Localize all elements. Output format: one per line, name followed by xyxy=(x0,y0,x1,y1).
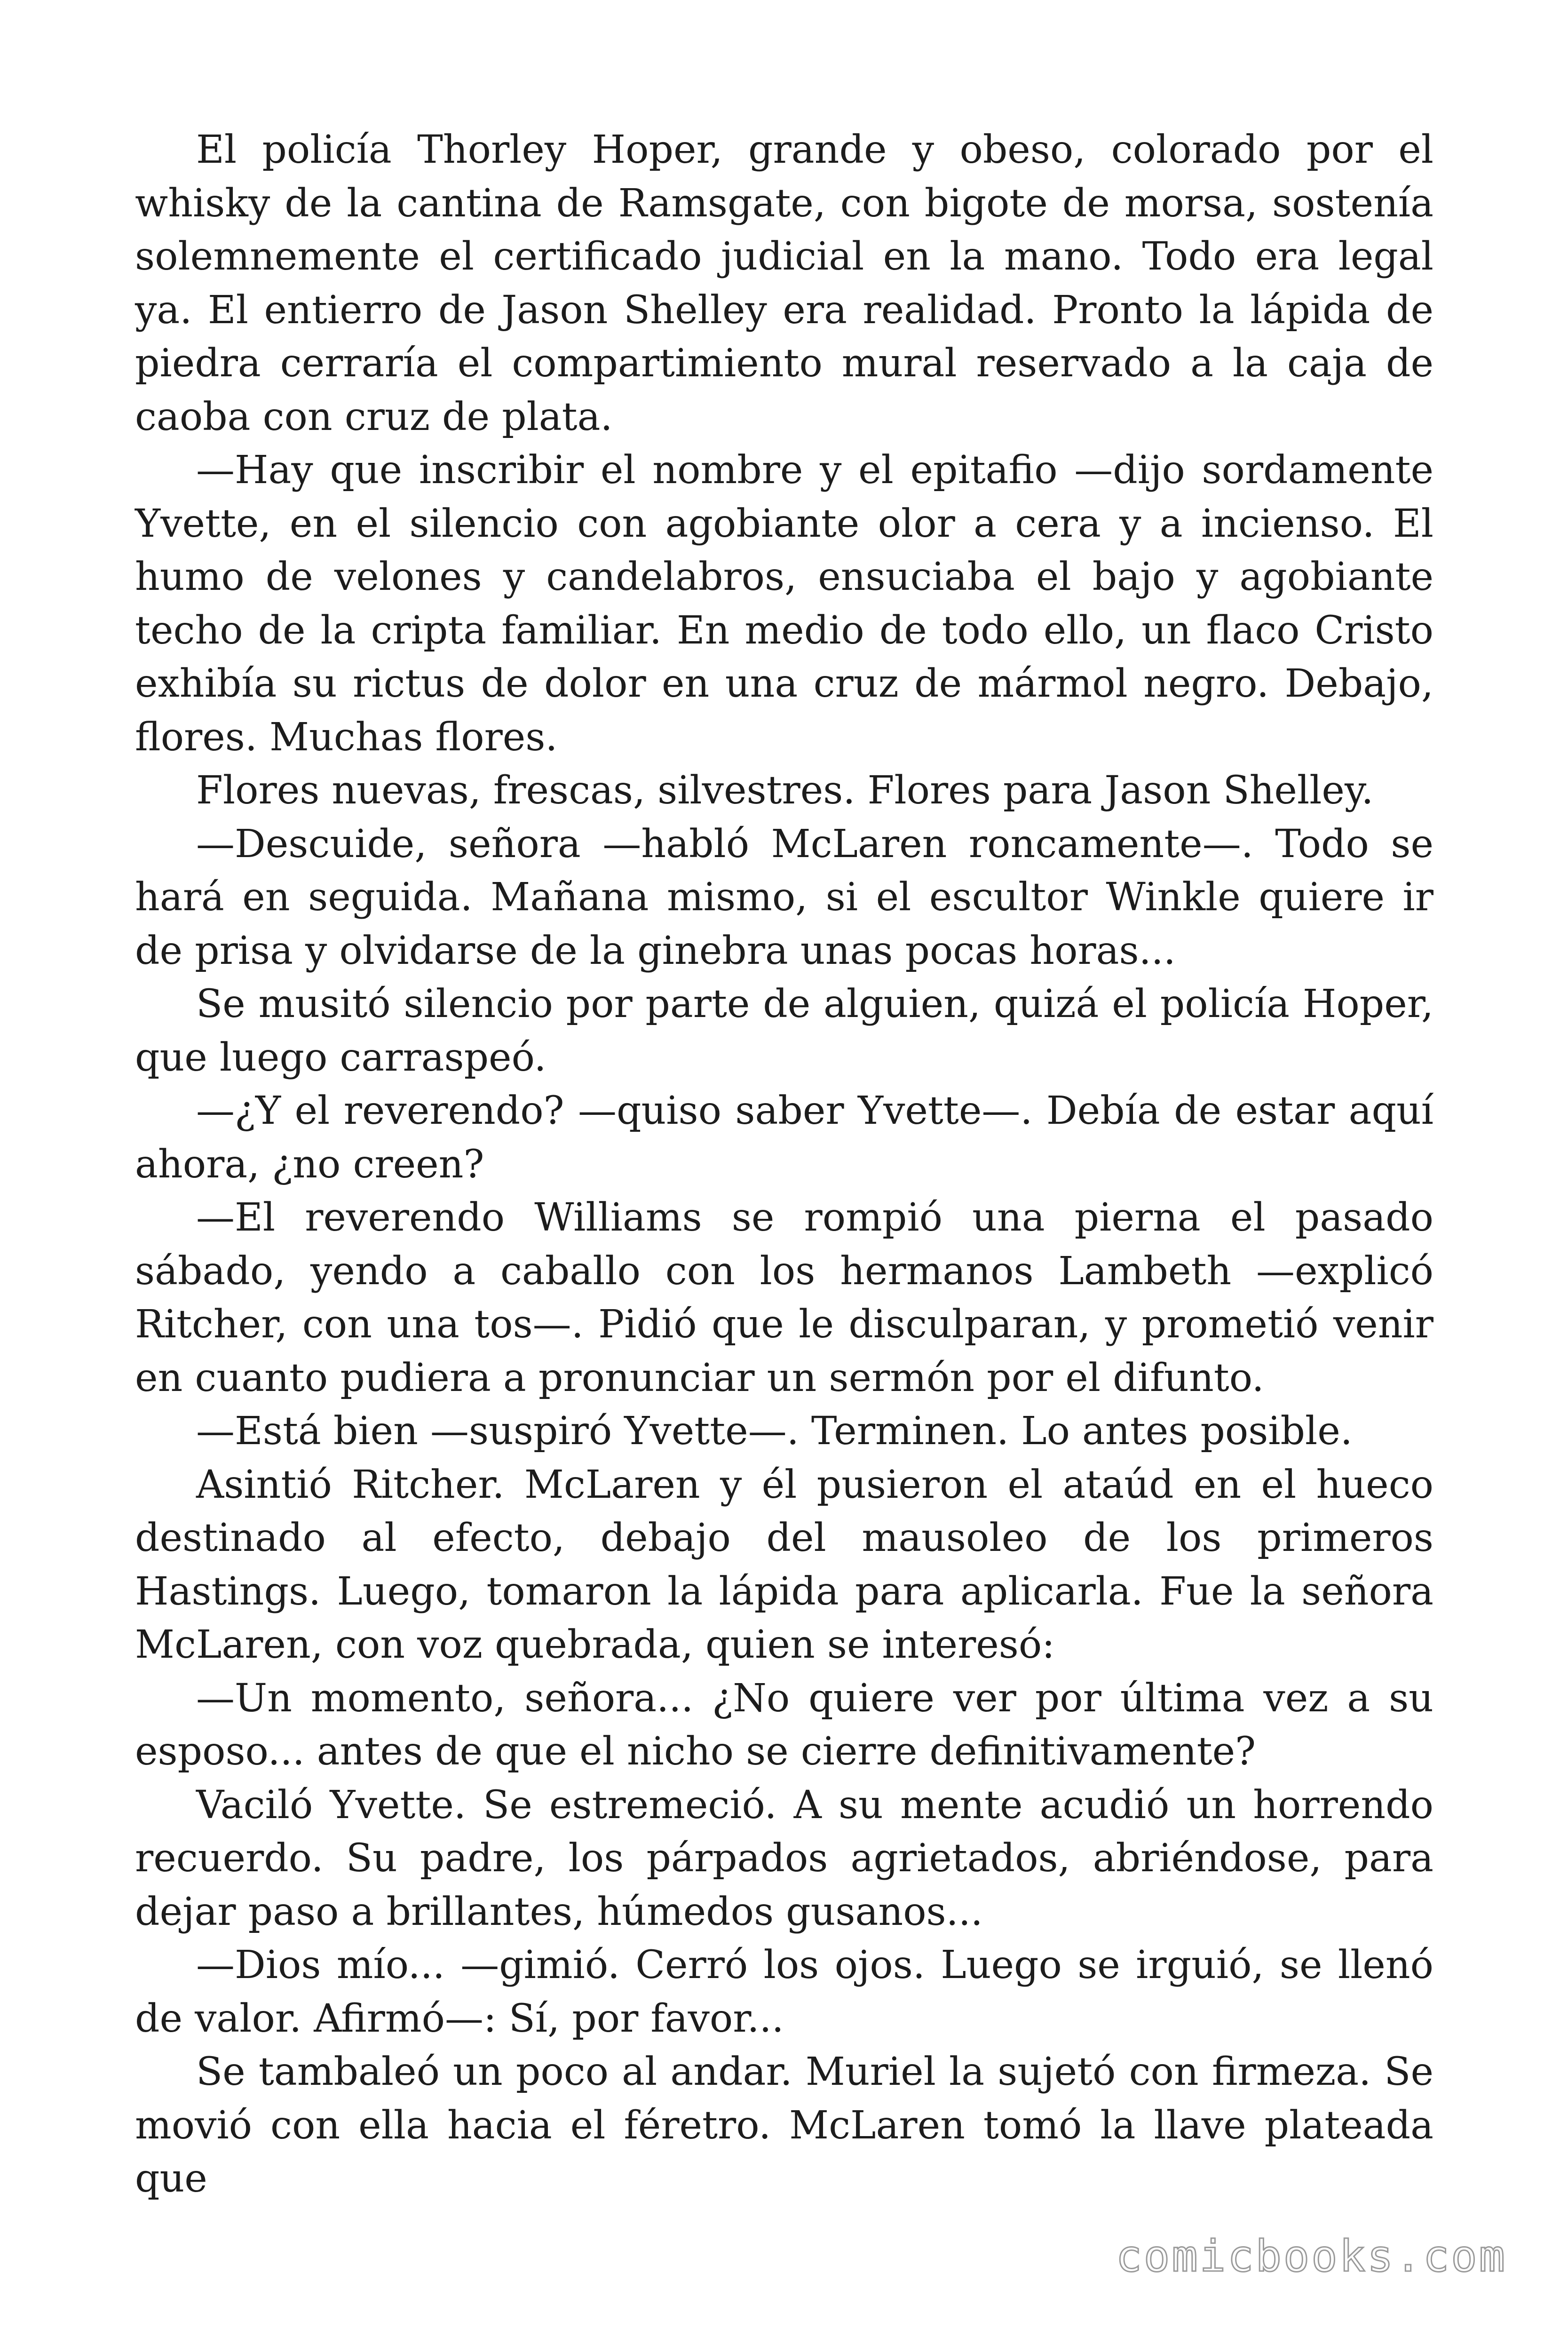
paragraph-1: El policía Thorley Hoper, grande y obeso, colorado por el whisky de la cantina de Ramsgate, con bigote de morsa, sostenía solemnemente el certificado judicial en la mano. Todo era legal ya. El entierro de Jason Shelley era realidad. Pronto la lápida de piedra cerraría el compartimiento mural reservado a la caja de caoba con cruz de plata. xyxy=(135,127,1433,439)
paragraph-11: Vaciló Yvette. Se estremeció. A su mente acudió un horrendo recuerdo. Su padre, los párpados agrietados, abriéndose, para dejar paso a brillantes, húmedos gusanos... xyxy=(135,1782,1433,1934)
paragraph-7: —El reverendo Williams se rompió una pierna el pasado sábado, yendo a caballo con los hermanos Lambeth —explicó Ritcher, con una tos—. Pidió que le disculparan, y prometió venir en cuanto pudiera a pronunciar un sermón por el difunto. xyxy=(135,1195,1433,1400)
paragraph-5: Se musitó silencio por parte de alguien, quizá el policía Hoper, que luego carraspeó. xyxy=(135,982,1433,1080)
watermark-text: comicbooks.com xyxy=(1116,2231,1507,2281)
paragraph-12: —Dios mío... —gimió. Cerró los ojos. Luego se irguió, se llenó de valor. Afirmó—: Sí, por favor... xyxy=(135,1943,1433,2041)
paragraph-13: Se tambaleó un poco al andar. Muriel la sujetó con firmeza. Se movió con ella hacia el féretro. McLaren tomó la llave plateada que xyxy=(135,2050,1433,2201)
body-text xyxy=(135,123,1433,2206)
paragraph-8: —Está bien —suspiró Yvette—. Terminen. Lo antes posible. xyxy=(196,1409,1353,1454)
paragraph-6: —¿Y el reverendo? —quiso saber Yvette—. Debía de estar aquí ahora, ¿no creen? xyxy=(135,1089,1433,1187)
paragraph-9: Asintió Ritcher. McLaren y él pusieron el ataúd en el hueco destinado al efecto, debajo del mausoleo de los primeros Hastings. Luego, tomaron la lápida para aplicarla. Fue la señora McLaren, con voz quebrada, quien se interesó: xyxy=(135,1462,1433,1667)
paragraph-2: —Hay que inscribir el nombre y el epitafio —dijo sordamente Yvette, en el silencio con agobiante olor a cera y a incienso. El humo de velones y candelabros, ensuciaba el bajo y agobiante techo de la cripta familiar. En medio de todo ello, un flaco Cristo exhibía su rictus de dolor en una cruz de mármol negro. Debajo, flores. Muchas flores. xyxy=(135,448,1433,760)
paragraph-4: —Descuide, señora —habló McLaren roncamente—. Todo se hará en seguida. Mañana mismo, si el escultor Winkle quiere ir de prisa y olvidarse de la ginebra unas pocas horas... xyxy=(135,821,1433,973)
paragraph-3: Flores nuevas, frescas, silvestres. Flores para Jason Shelley. xyxy=(196,768,1374,813)
paragraph-10: —Un momento, señora... ¿No quiere ver por última vez a su esposo... antes de que el nicho se cierre definitivamente? xyxy=(135,1676,1433,1774)
